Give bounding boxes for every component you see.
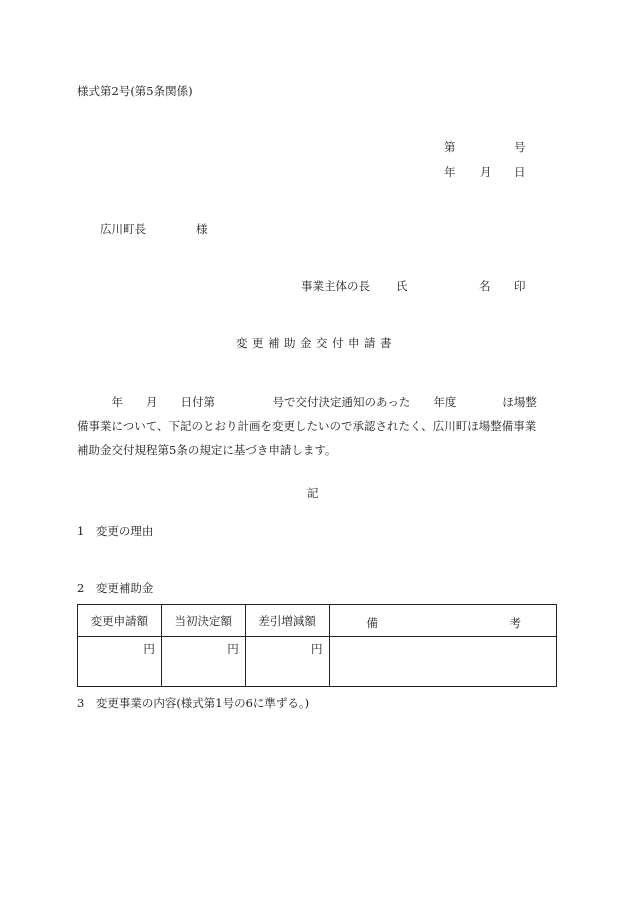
unit-yen: 円 <box>311 642 323 656</box>
table-row <box>78 637 557 687</box>
subsidy-table <box>77 604 557 687</box>
applicant-shi: 氏 <box>396 279 408 293</box>
paragraph-line-1: 年 月 日付第 号で交付決定通知のあった 年度 ほ場整 <box>77 395 537 409</box>
cell-remarks[interactable] <box>329 637 556 687</box>
header-initial-amount: 当初決定額 <box>161 605 245 637</box>
addressee-name: 広川町長 <box>100 222 146 236</box>
cell-initial-amount[interactable] <box>161 637 245 687</box>
applicant-seal: 印 <box>514 279 526 293</box>
unit-yen: 円 <box>143 642 155 656</box>
form-label: 様式第2号(第5条関係) <box>77 84 193 98</box>
applicant-label: 事業主体の長 <box>301 279 370 293</box>
header-remarks <box>329 605 556 637</box>
table-header-row <box>78 605 557 637</box>
number-prefix: 第 <box>444 140 456 154</box>
cell-change-amount[interactable] <box>78 637 162 687</box>
header-remarks-part1: 備 <box>366 616 379 630</box>
applicant-mei: 名 <box>479 279 491 293</box>
paragraph-line-3: 補助金交付規程第5条の規定に基づき申請します。 <box>77 443 337 457</box>
document-title: 変更補助金交付申請書 <box>236 336 396 350</box>
date-day: 日 <box>514 165 526 179</box>
ki-label: 記 <box>307 486 319 500</box>
section-change-reason: 1 変更の理由 <box>77 524 154 538</box>
number-suffix: 号 <box>514 140 526 154</box>
section-change-content: 3 変更事業の内容(様式第1号の6に準ずる。) <box>77 696 310 710</box>
date-month: 月 <box>480 165 492 179</box>
section-change-subsidy: 2 変更補助金 <box>77 581 154 595</box>
cell-difference[interactable] <box>245 637 329 687</box>
paragraph-line-2: 備事業について、下記のとおり計画を変更したいので承認されたく、広川町ほ場整備事業 <box>77 419 537 433</box>
request-paragraph <box>77 390 555 462</box>
header-difference: 差引増減額 <box>245 605 329 637</box>
header-change-amount: 変更申請額 <box>78 605 162 637</box>
addressee-honorific: 様 <box>196 222 208 236</box>
unit-yen: 円 <box>227 642 239 656</box>
header-remarks-part2: 考 <box>509 616 522 630</box>
date-year: 年 <box>444 165 456 179</box>
